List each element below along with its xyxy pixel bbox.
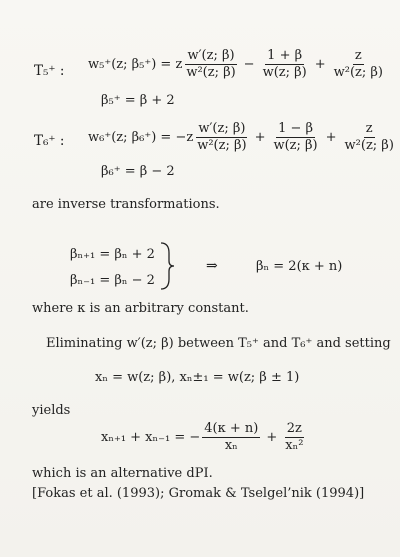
text-alternative-dpi: which is an alternative dPI.	[32, 466, 213, 481]
implies-arrow: ⇒	[206, 258, 218, 274]
text-arbitrary-constant: where κ is an arbitrary constant.	[32, 301, 249, 316]
t5-op1: −	[243, 56, 255, 72]
t5-label: T₅⁺ :	[34, 63, 65, 79]
t6-fraction-1: $\frac{w'(z; \beta)}{\text{w²(z; β)}}$	[197, 120, 247, 153]
dpi-equation	[101, 416, 307, 458]
t5-parameter: β₅⁺ = β + 2	[101, 93, 175, 108]
t6-parameter: β₆⁺ = β − 2	[101, 164, 175, 179]
t5-fraction-1: $\frac{w'(z; \beta)}{\text{w²(z; β)}}$	[186, 47, 236, 80]
t5-op2: +	[314, 56, 326, 72]
equation-setting: xₙ = w(z; β), xₙ±₁ = w(z; β ± 1)	[95, 370, 300, 385]
t6-equation	[88, 117, 398, 157]
t6-fraction-3: $\frac{z}{\text{w²(z; β)}}$	[344, 120, 394, 153]
dpi-lhs: xₙ₊₁ + xₙ₋₁ = −	[101, 429, 201, 445]
dpi-fraction-2: $\frac{2z}{\text{xₙ²}}$	[285, 420, 304, 453]
text-yields: yields	[32, 403, 71, 418]
t6-label: T₆⁺ :	[34, 133, 65, 149]
right-brace	[158, 241, 176, 295]
t6-op1: +	[254, 129, 266, 145]
system-line-1: βₙ₊₁ = βₙ + 2	[70, 247, 155, 262]
dpi-op: +	[266, 429, 278, 445]
t6-op2: +	[325, 129, 337, 145]
dpi-fraction-1: $\frac{4(\kappa + n)}{\text{xₙ}}$	[204, 420, 259, 453]
system-result: βₙ = 2(κ + n)	[256, 259, 343, 274]
t5-equation	[88, 44, 387, 84]
t5-fraction-3: $\frac{z}{\text{w²(z; β)}}$	[333, 47, 383, 80]
citation: [Fokas et al. (1993); Gromak & Tselgel’nik (1994)]	[32, 486, 365, 501]
text-eliminating: Eliminating w′(z; β) between T₅⁺ and T₆⁺ and setting	[46, 336, 391, 351]
text-inverse-transformations: are inverse transformations.	[32, 197, 220, 212]
system-line-2: βₙ₋₁ = βₙ − 2	[70, 273, 155, 288]
t5-fraction-2: $\frac{1 + \beta}{w(z; \beta)}$	[262, 47, 307, 80]
t5-lhs: w₅⁺(z; β₅⁺) = z	[88, 56, 183, 72]
t6-lhs: w₆⁺(z; β₆⁺) = −z	[88, 129, 194, 145]
t6-fraction-2: $\frac{1 - \beta}{w(z; \beta)}$	[273, 120, 318, 153]
